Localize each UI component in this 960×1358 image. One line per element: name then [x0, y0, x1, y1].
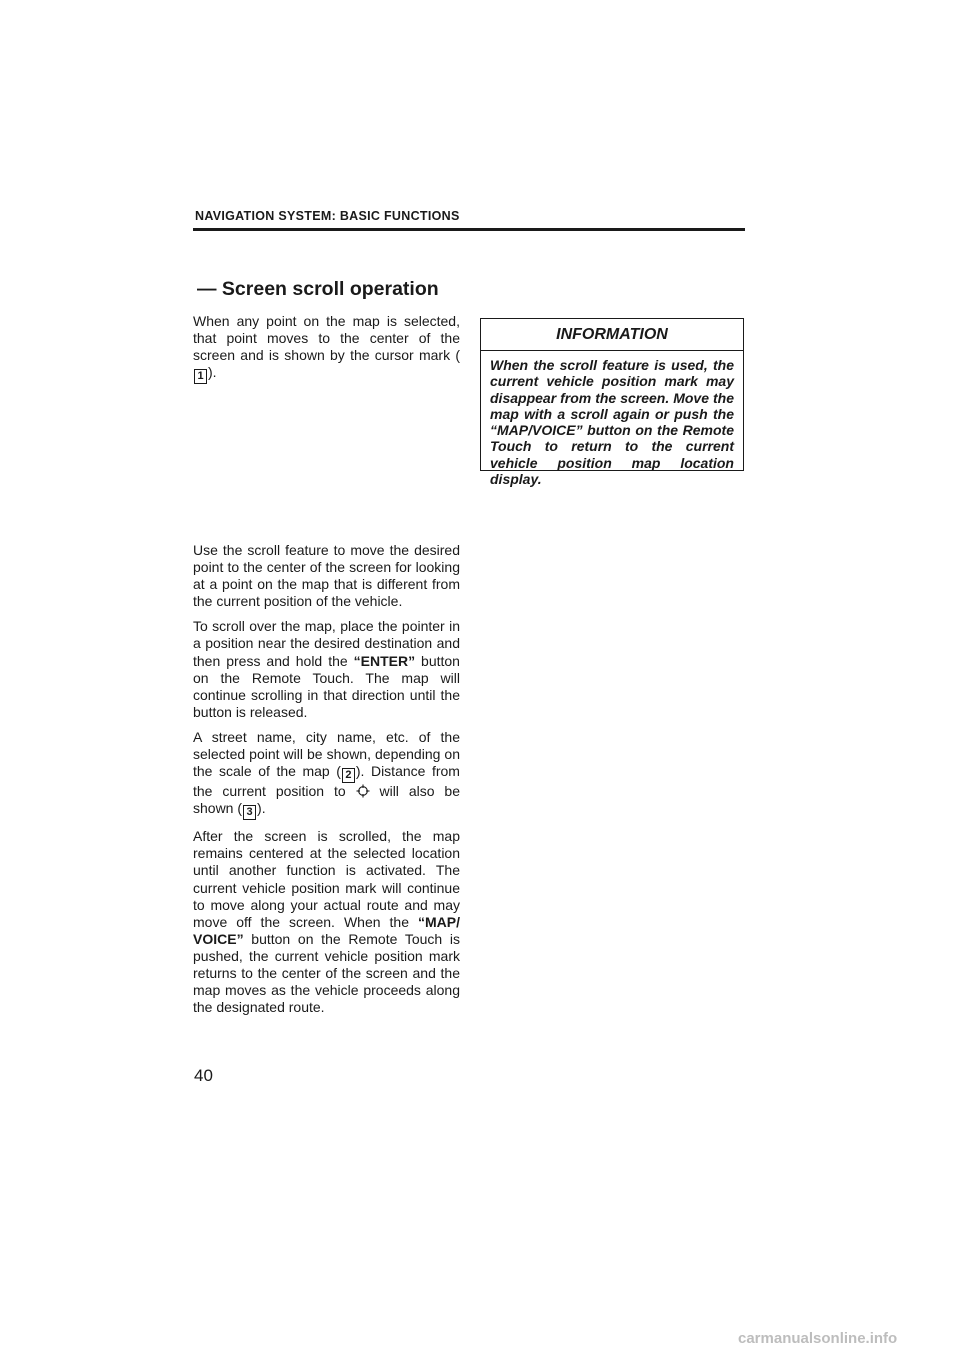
- callout-marker-1: 1: [194, 369, 207, 384]
- section-title: — Screen scroll operation: [197, 278, 439, 300]
- text-run: A street name, city name, etc. of the selected point will be shown, depending on the scale of the map (: [193, 728, 460, 780]
- intro-text-end: ).: [208, 364, 217, 381]
- text-run: After the screen is scrolled, the map remains centered at the selected location until another function is activated. The current vehicle position mark will continue to move along your actual route and may move off the screen. When the: [193, 828, 460, 930]
- text-run: will also be shown (: [193, 783, 460, 817]
- cursor-crosshair-icon: [356, 784, 370, 798]
- body-text: [193, 542, 460, 1024]
- header-rule: [193, 228, 745, 231]
- running-header: NAVIGATION SYSTEM: BASIC FUNCTIONS: [195, 209, 460, 223]
- information-title: INFORMATION: [556, 326, 668, 343]
- text-run: button on the Remote Touch is pushed, the current vehicle position mark returns to the center of the screen and the map moves as the vehicle proceeds along the designated route.: [193, 930, 460, 1016]
- paragraph-scroll-purpose: Use the scroll feature to move the desired point to the center of the screen for looking at a point on the map that is different from the current position of the vehicle.: [193, 542, 460, 610]
- callout-marker-3: 3: [243, 805, 256, 820]
- paragraph-scroll-how: [193, 618, 460, 721]
- text-run: ).: [257, 800, 266, 817]
- callout-marker-2: 2: [342, 768, 355, 783]
- text-run: To scroll over the map, place the pointer in a position near the desired destination and then press and hold the: [193, 618, 460, 669]
- intro-paragraph: [193, 313, 460, 384]
- text-run: button on the Remote Touch. The map will continue scrolling in that direction until the button is released.: [193, 652, 460, 720]
- information-text: When the scroll feature is used, the current vehicle position mark may disappear from the screen. Move the map with a scroll again or push the “MAP/VOICE” button on the Remote Touch to return to the current vehicle position map location display.: [490, 357, 734, 488]
- map-voice-button-label: “MAP/ VOICE”: [193, 913, 460, 947]
- enter-button-label: “ENTER”: [353, 652, 416, 669]
- information-box: [480, 318, 744, 488]
- page-number: 40: [194, 1066, 213, 1085]
- paragraph-street-name: [193, 729, 460, 820]
- text-run: ). Distance from the current position to: [193, 763, 460, 800]
- intro-text: When any point on the map is selected, that point moves to the center of the screen and is shown by the cursor mark (: [193, 313, 460, 364]
- paragraph-after-scroll: [193, 828, 460, 1016]
- watermark: carmanualsonline.info: [738, 1330, 898, 1347]
